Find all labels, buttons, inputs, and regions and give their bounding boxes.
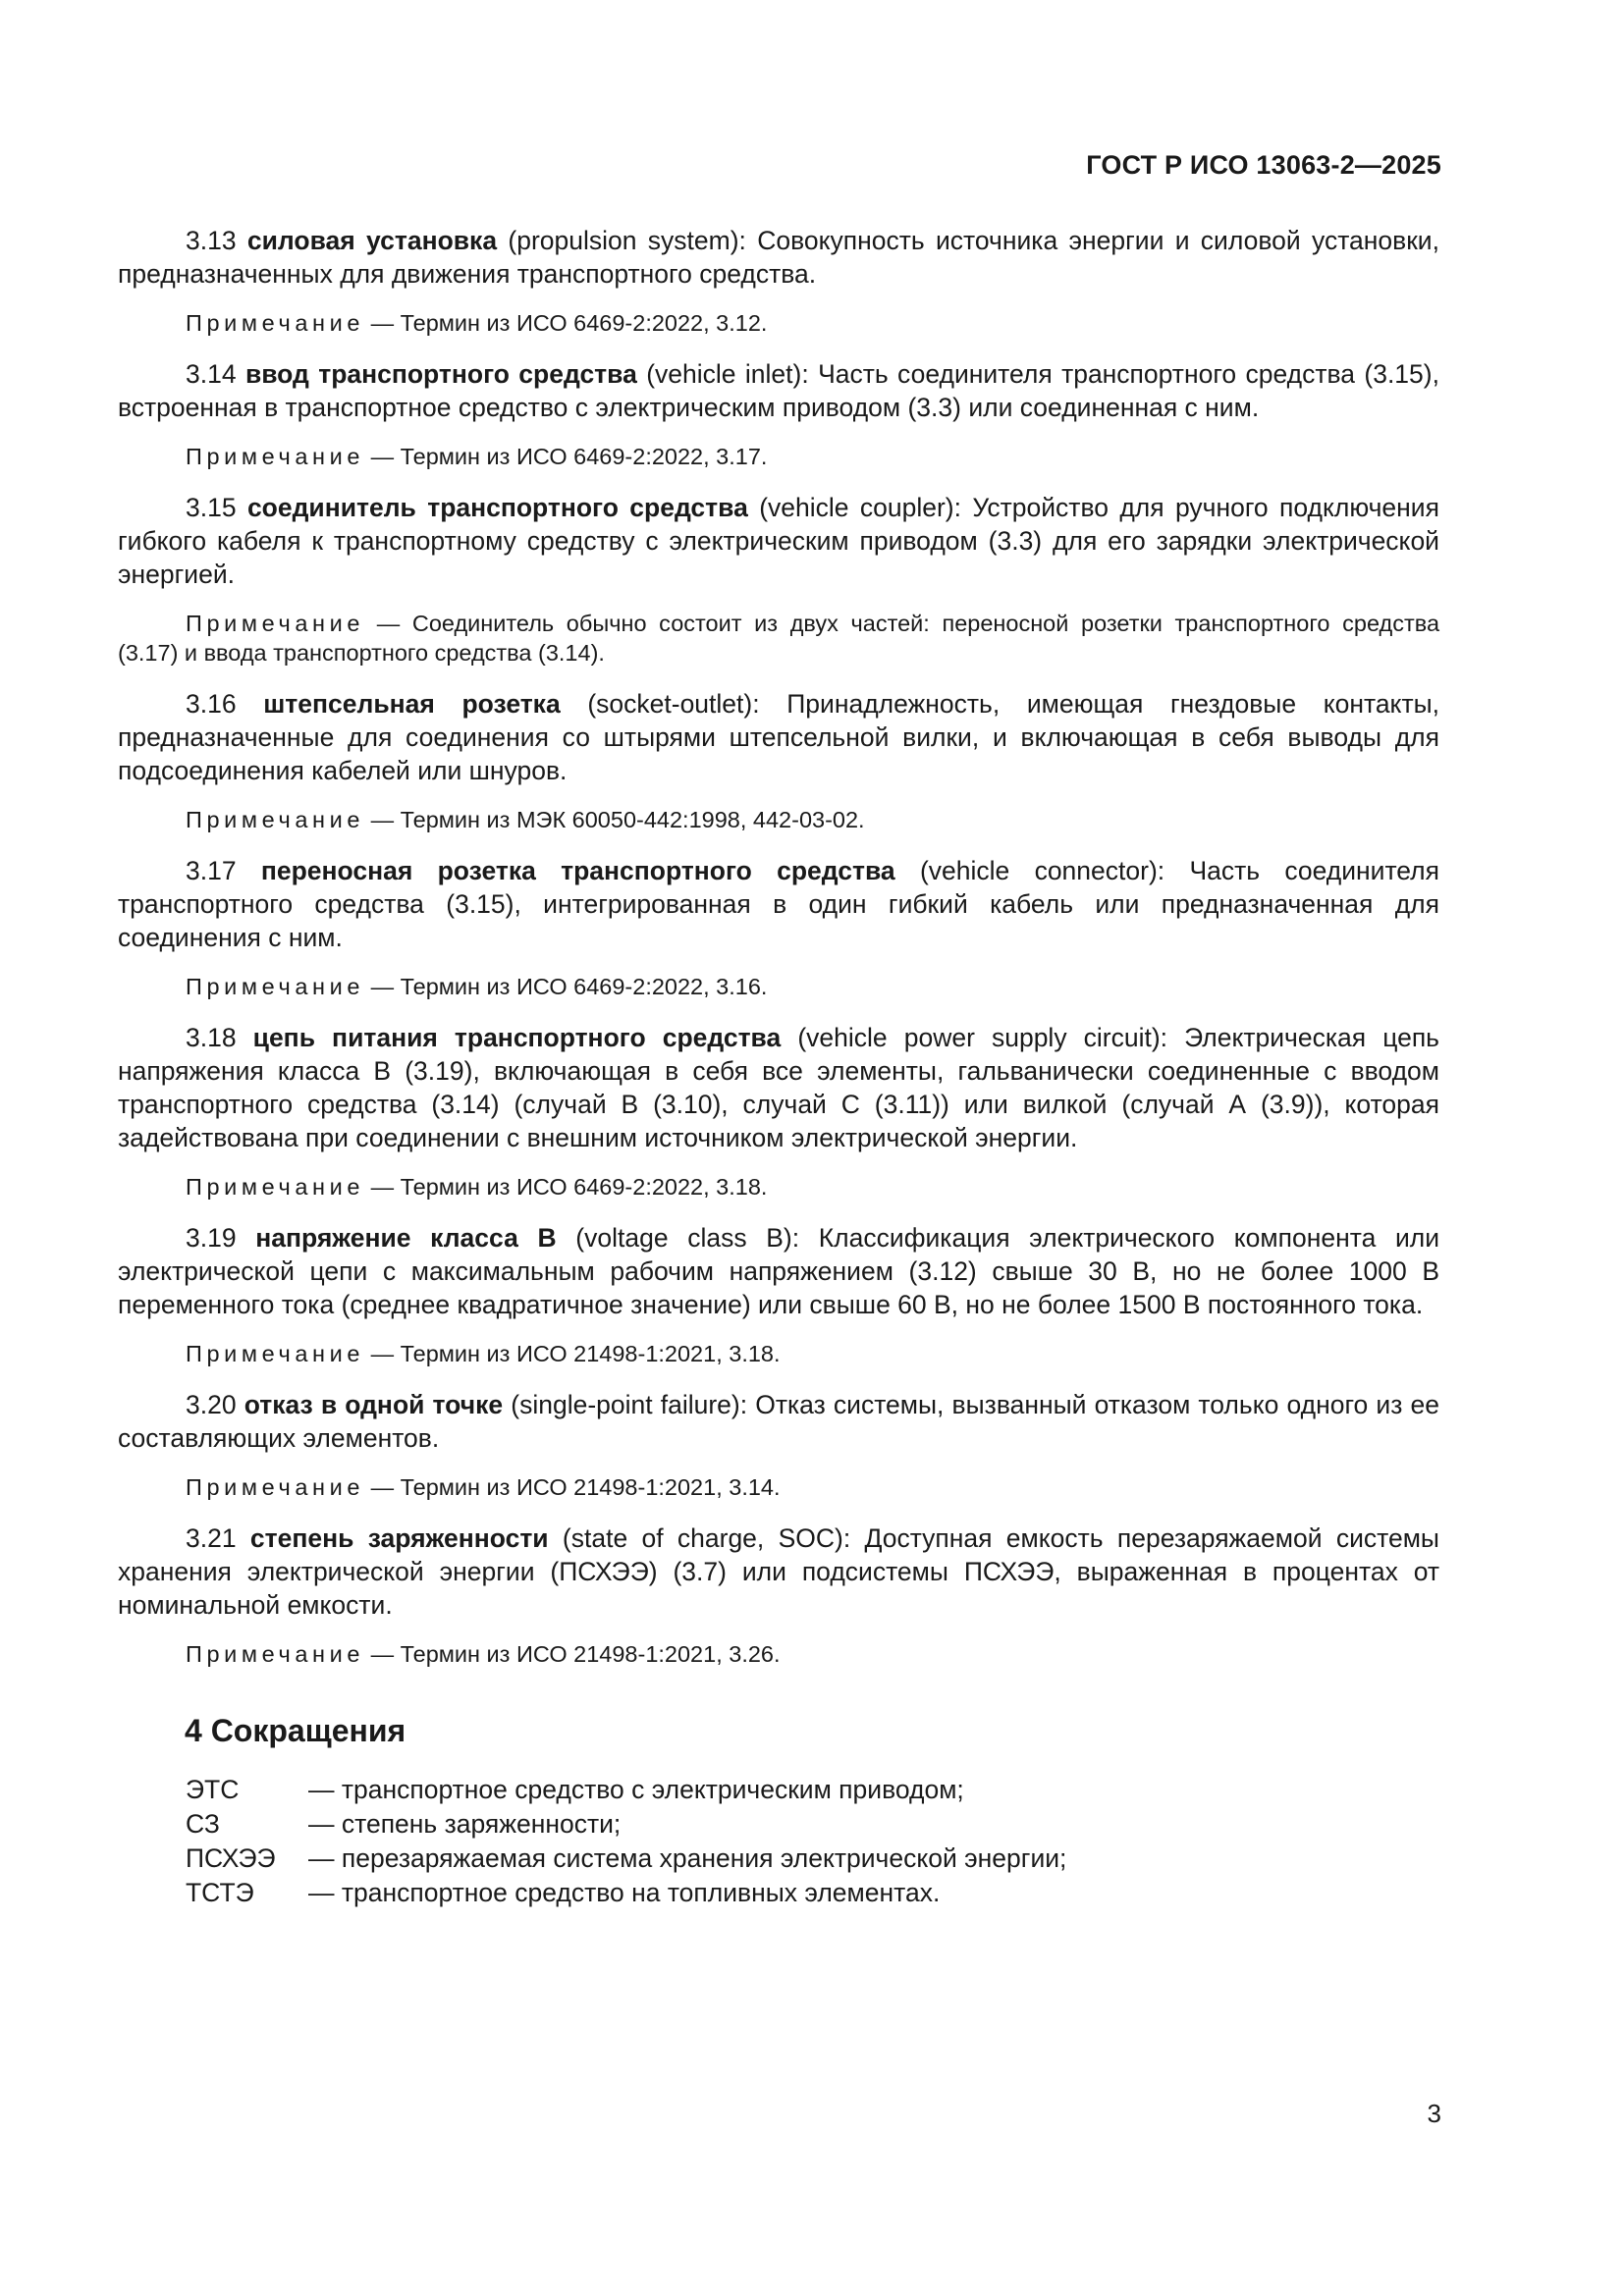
term-note	[118, 1639, 1439, 1669]
term-english: (single-point failure):	[511, 1390, 748, 1419]
term-definition: Совокупность источника энергии и силовой установки, предназначенных для движения транспортного средства.	[118, 226, 1439, 289]
term-definition: Доступная емкость перезаряжаемой системы хранения электрической энергии (ПСХЭЭ) (3.7) или подсистемы ПСХЭЭ, выраженная в процентах от номинальной емкости.	[118, 1523, 1439, 1620]
note-text: — Термин из ИСО 21498-1:2021, 3.14.	[370, 1474, 781, 1500]
term-english: (vehicle power supply circuit):	[797, 1023, 1168, 1052]
document-header: ГОСТ Р ИСО 13063-2—2025	[1086, 150, 1441, 180]
section-heading: 4 Сокращения	[185, 1713, 406, 1748]
term-name: степень заряженности	[249, 1523, 549, 1553]
term-entry	[118, 357, 1439, 424]
term-definition: Электрическая цепь напряжения класса В (3.19), включающая в себя все элементы, гальванически соединенные с вводом транспортного средства (3.14) (случай В (3.10), случай С (3.11)) или вилкой (случай А (3.9)), которая задействована при соединении с внешним источником электрической энергии.	[118, 1023, 1439, 1152]
note-label: Примечание	[186, 974, 365, 999]
term-entry	[118, 1522, 1439, 1622]
note-label: Примечание	[186, 1641, 365, 1667]
term-english: (socket-outlet):	[587, 689, 760, 719]
term-definition: Принадлежность, имеющая гнездовые контакты, предназначенные для соединения со штырями штепсельной вилки, и включающая в себя выводы для подсоединения кабелей или шнуров.	[118, 689, 1439, 785]
term-entry	[118, 224, 1439, 291]
abbreviation: ТСТЭ	[186, 1878, 254, 1907]
term-definition: Часть соединителя транспортного средства (3.15), интегрированная в один гибкий кабель или предназначенная для соединения с ним.	[118, 856, 1439, 952]
note-label: Примечание	[186, 444, 365, 469]
page-number: 3	[1427, 2099, 1441, 2128]
term-name: отказ в одной точке	[244, 1390, 504, 1419]
note-text: — Термин из ИСО 6469-2:2022, 3.12.	[370, 310, 768, 336]
abbreviation-meaning: — транспортное средство с электрическим приводом;	[308, 1775, 964, 1804]
term-note	[118, 609, 1439, 667]
term-name: цепь питания транспортного средства	[252, 1023, 782, 1052]
note-text: — Термин из ИСО 21498-1:2021, 3.18.	[370, 1341, 781, 1366]
note-label: Примечание	[186, 1341, 365, 1366]
term-number: 3.18	[186, 1023, 237, 1052]
term-name: напряжение класса В	[255, 1223, 557, 1253]
note-text: — Термин из ИСО 6469-2:2022, 3.17.	[370, 444, 768, 469]
term-name: соединитель транспортного средства	[246, 493, 748, 522]
term-number: 3.21	[186, 1523, 237, 1553]
abbreviation: ПСХЭЭ	[186, 1843, 276, 1873]
term-number: 3.14	[186, 359, 237, 389]
term-note	[118, 972, 1439, 1001]
abbreviation: ЭТС	[186, 1775, 240, 1804]
note-text: — Термин из ИСО 6469-2:2022, 3.18.	[370, 1174, 768, 1200]
term-english: (voltage class B):	[575, 1223, 800, 1253]
term-number: 3.13	[186, 226, 237, 255]
term-english: (state of charge, SOC):	[562, 1523, 851, 1553]
note-text: — Соединитель обычно состоит из двух частей: переносной розетки транспортного средства (3.17) и ввода транспортного средства (3.14).	[118, 611, 1440, 666]
term-entry	[118, 1021, 1439, 1154]
term-name: силовая установка	[246, 226, 498, 255]
note-label: Примечание	[186, 807, 365, 832]
note-text: — Термин из ИСО 6469-2:2022, 3.16.	[370, 974, 768, 999]
term-entry	[118, 1388, 1439, 1455]
term-english: (vehicle connector):	[919, 856, 1165, 885]
abbreviation-row	[186, 1842, 1439, 1876]
abbreviations-list	[186, 1773, 1439, 1910]
note-label: Примечание	[186, 1474, 365, 1500]
term-definition: Отказ системы, вызванный отказом только одного из ее составляющих элементов.	[118, 1390, 1439, 1453]
term-english: (propulsion system):	[508, 226, 746, 255]
term-note	[118, 1472, 1439, 1502]
abbreviation-meaning: — степень заряженности;	[308, 1809, 622, 1839]
term-note	[118, 442, 1439, 471]
term-definition: Устройство для ручного подключения гибкого кабеля к транспортному средству с электрическим приводом (3.3) для его зарядки электрической энергией.	[118, 493, 1439, 589]
term-number: 3.19	[186, 1223, 237, 1253]
abbreviation-row	[186, 1807, 1439, 1842]
abbreviation-row	[186, 1773, 1439, 1807]
term-name: штепсельная розетка	[263, 689, 561, 719]
term-name: переносная розетка транспортного средства	[260, 856, 895, 885]
term-number: 3.16	[186, 689, 237, 719]
abbreviation-row	[186, 1876, 1439, 1910]
term-entry	[118, 854, 1439, 954]
note-text: — Термин из ИСО 21498-1:2021, 3.26.	[370, 1641, 781, 1667]
term-entry	[118, 491, 1439, 591]
term-note	[118, 308, 1439, 338]
term-definition: Часть соединителя транспортного средства (3.15), встроенная в транспортное средство с электрическим приводом (3.3) или соединенная с ним.	[118, 359, 1439, 422]
abbreviation-meaning: — перезаряжаемая система хранения электрической энергии;	[308, 1843, 1067, 1873]
note-label: Примечание	[186, 611, 365, 636]
term-entry	[118, 687, 1439, 787]
term-entry	[118, 1221, 1439, 1321]
term-number: 3.17	[186, 856, 237, 885]
term-number: 3.20	[186, 1390, 237, 1419]
term-note	[118, 1172, 1439, 1201]
terms-list	[118, 224, 1439, 1669]
note-label: Примечание	[186, 310, 365, 336]
term-note	[118, 805, 1439, 834]
abbreviation: СЗ	[186, 1809, 220, 1839]
note-label: Примечание	[186, 1174, 365, 1200]
term-name: ввод транспортного средства	[244, 359, 637, 389]
document-body	[118, 224, 1439, 1910]
term-number: 3.15	[186, 493, 237, 522]
term-note	[118, 1339, 1439, 1368]
term-definition: Классификация электрического компонента или электрической цепи с максимальным рабочим напряжением (3.12) свыше 30 В, но не более 1000 В переменного тока (среднее квадратичное значение) или свыше 60 В, но не более 1500 В постоянного тока.	[118, 1223, 1440, 1319]
abbreviation-meaning: — транспортное средство на топливных элементах.	[308, 1878, 941, 1907]
term-english: (vehicle inlet):	[646, 359, 809, 389]
term-english: (vehicle coupler):	[759, 493, 961, 522]
note-text: — Термин из МЭК 60050-442:1998, 442-03-02.	[370, 807, 865, 832]
